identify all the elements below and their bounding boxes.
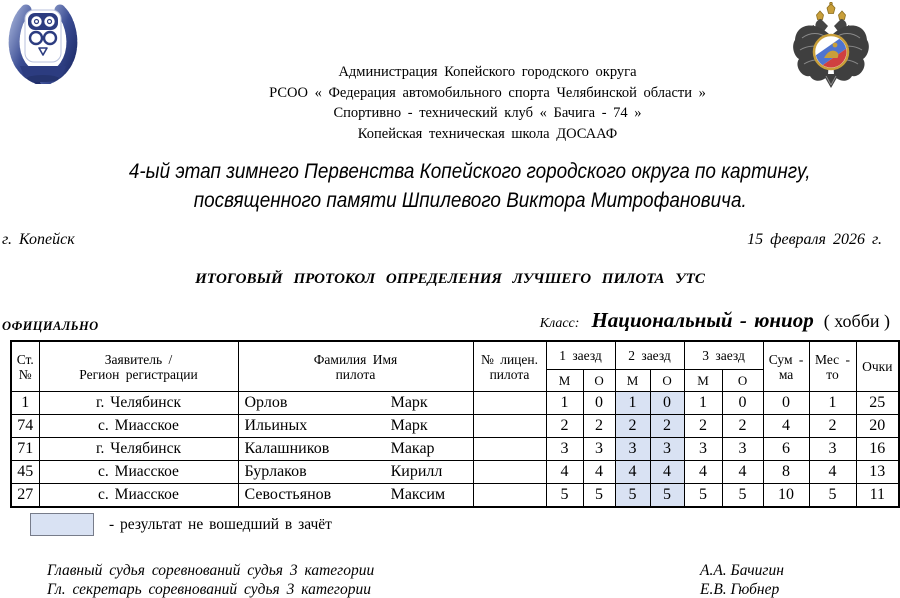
table-row — [11, 461, 899, 484]
event-title-line2: посвященного памяти Шпилевого Виктора Митрофановича. — [193, 189, 747, 212]
heat1-place-cell: 2 — [546, 415, 583, 438]
sum-cell: 6 — [763, 438, 809, 461]
place-cell: 4 — [809, 461, 856, 484]
points-cell: 20 — [856, 415, 899, 438]
col-header-points: Очки — [856, 341, 899, 392]
heat1-points-cell: 5 — [583, 484, 615, 508]
date-label: 15 февраля 2026 г. — [747, 231, 882, 248]
excluded-result-swatch — [30, 513, 94, 536]
col-header-license: № лицен. пилота — [473, 341, 546, 392]
region-cell: г. Челябинск — [39, 438, 238, 461]
heat3-points-cell: 2 — [722, 415, 763, 438]
col-header-place: Мес - то — [809, 341, 856, 392]
heat2-place-cell-excluded: 4 — [615, 461, 650, 484]
class-line — [540, 308, 890, 333]
official-label: ОФИЦИАЛЬНО — [2, 319, 99, 333]
heat2-place-cell-excluded: 5 — [615, 484, 650, 508]
heat1-place-cell: 1 — [546, 392, 583, 415]
heat2-points-cell-excluded: 4 — [650, 461, 684, 484]
org-line: РСОО « Федерация автомобильного спорта Челябинской области » — [269, 84, 706, 101]
heat3-points-cell: 4 — [722, 461, 763, 484]
org-line: Спортивно - технический клуб « Бачига - 74 » — [333, 105, 642, 121]
heat3-place-cell: 3 — [684, 438, 722, 461]
place-cell: 5 — [809, 484, 856, 508]
points-cell: 16 — [856, 438, 899, 461]
heat1-points-cell: 4 — [583, 461, 615, 484]
heat2-place-cell-excluded: 3 — [615, 438, 650, 461]
protocol-title: ИТОГОВЫЙ ПРОТОКОЛ ОПРЕДЕЛЕНИЯ ЛУЧШЕГО ПИЛОТА УТС — [195, 271, 705, 287]
table-row — [11, 438, 899, 461]
heat3-place-cell: 4 — [684, 461, 722, 484]
region-cell: с. Миасское — [39, 461, 238, 484]
table-row — [11, 415, 899, 438]
event-title-line1: 4-ый этап зимнего Первенства Копейского городского округа по картингу, — [129, 160, 811, 183]
heat1-points-cell: 3 — [583, 438, 615, 461]
sum-cell: 8 — [763, 461, 809, 484]
heat2-place-cell-excluded: 2 — [615, 415, 650, 438]
col-header-heat3: 3 заезд — [684, 341, 763, 370]
class-suffix: ( хобби ) — [823, 311, 890, 331]
results-table — [10, 340, 900, 508]
legend — [30, 513, 332, 536]
start-number-cell: 1 — [11, 392, 39, 415]
subheader-o: О — [650, 370, 684, 392]
subheader-m: М — [615, 370, 650, 392]
driver-cell: Севостьянов Максим — [238, 484, 473, 508]
region-cell: с. Миасское — [39, 415, 238, 438]
points-cell: 11 — [856, 484, 899, 508]
heat3-points-cell: 3 — [722, 438, 763, 461]
col-header-heat2: 2 заезд — [615, 341, 684, 370]
region-cell: г. Челябинск — [39, 392, 238, 415]
points-cell: 25 — [856, 392, 899, 415]
organization-header — [85, 62, 890, 144]
place-cell: 2 — [809, 415, 856, 438]
driver-cell: Ильиных Марк — [238, 415, 473, 438]
start-number-cell: 45 — [11, 461, 39, 484]
heat2-points-cell-excluded: 2 — [650, 415, 684, 438]
signature-names — [700, 561, 784, 598]
legend-text: - результат не вошедший в зачёт — [109, 515, 332, 533]
heat3-place-cell: 2 — [684, 415, 722, 438]
col-header-sum: Сум - ма — [763, 341, 809, 392]
chief-secretary-name: Е.В. Гюбнер — [700, 581, 780, 598]
sum-cell: 0 — [763, 392, 809, 415]
class-label: Класс: — [539, 316, 580, 331]
heat1-points-cell: 0 — [583, 392, 615, 415]
chief-secretary-line: Гл. секретарь соревнований судья 3 категории — [47, 581, 371, 598]
license-cell — [473, 461, 546, 484]
signature-roles — [47, 561, 374, 598]
heat2-points-cell-excluded: 0 — [650, 392, 684, 415]
col-header-start-number: Ст. № — [11, 341, 39, 392]
org-line: Администрация Копейского городского округа — [338, 64, 637, 80]
place-cell: 3 — [809, 438, 856, 461]
heat3-points-cell: 5 — [722, 484, 763, 508]
table-row — [11, 392, 899, 415]
chief-judge-line: Главный судья соревнований судья 3 категории — [47, 562, 375, 579]
class-value: Национальный - юниор — [591, 308, 814, 332]
heat1-place-cell: 3 — [546, 438, 583, 461]
col-header-entrant: Заявитель / Регион регистрации — [39, 341, 238, 392]
col-header-driver: Фамилия Имя пилота — [238, 341, 473, 392]
subheader-o: О — [722, 370, 763, 392]
heat2-points-cell-excluded: 3 — [650, 438, 684, 461]
license-cell — [473, 415, 546, 438]
heat2-place-cell-excluded: 1 — [615, 392, 650, 415]
license-cell — [473, 438, 546, 461]
subheader-o: О — [583, 370, 615, 392]
driver-cell: Бурлаков Кирилл — [238, 461, 473, 484]
raf-wreath-logo-icon — [8, 4, 78, 84]
city-date-row — [2, 231, 882, 249]
heat3-place-cell: 1 — [684, 392, 722, 415]
heat3-place-cell: 5 — [684, 484, 722, 508]
driver-cell: Орлов Марк — [238, 392, 473, 415]
heat1-place-cell: 5 — [546, 484, 583, 508]
subheader-m: М — [684, 370, 722, 392]
col-header-heat1: 1 заезд — [546, 341, 615, 370]
start-number-cell: 74 — [11, 415, 39, 438]
sum-cell: 4 — [763, 415, 809, 438]
points-cell: 13 — [856, 461, 899, 484]
start-number-cell: 27 — [11, 484, 39, 508]
license-cell — [473, 392, 546, 415]
license-cell — [473, 484, 546, 508]
city-label: г. Копейск — [2, 231, 75, 248]
start-number-cell: 71 — [11, 438, 39, 461]
driver-cell: Калашников Макар — [238, 438, 473, 461]
chief-judge-name: А.А. Бачигин — [700, 562, 784, 579]
region-cell: с. Миасское — [39, 484, 238, 508]
place-cell: 1 — [809, 392, 856, 415]
subheader-m: М — [546, 370, 583, 392]
heat3-points-cell: 0 — [722, 392, 763, 415]
heat1-place-cell: 4 — [546, 461, 583, 484]
heat2-points-cell-excluded: 5 — [650, 484, 684, 508]
heat1-points-cell: 2 — [583, 415, 615, 438]
org-line: Копейская техническая школа ДОСААФ — [357, 125, 618, 142]
event-title — [60, 157, 880, 215]
table-row — [11, 484, 899, 508]
sum-cell: 10 — [763, 484, 809, 508]
